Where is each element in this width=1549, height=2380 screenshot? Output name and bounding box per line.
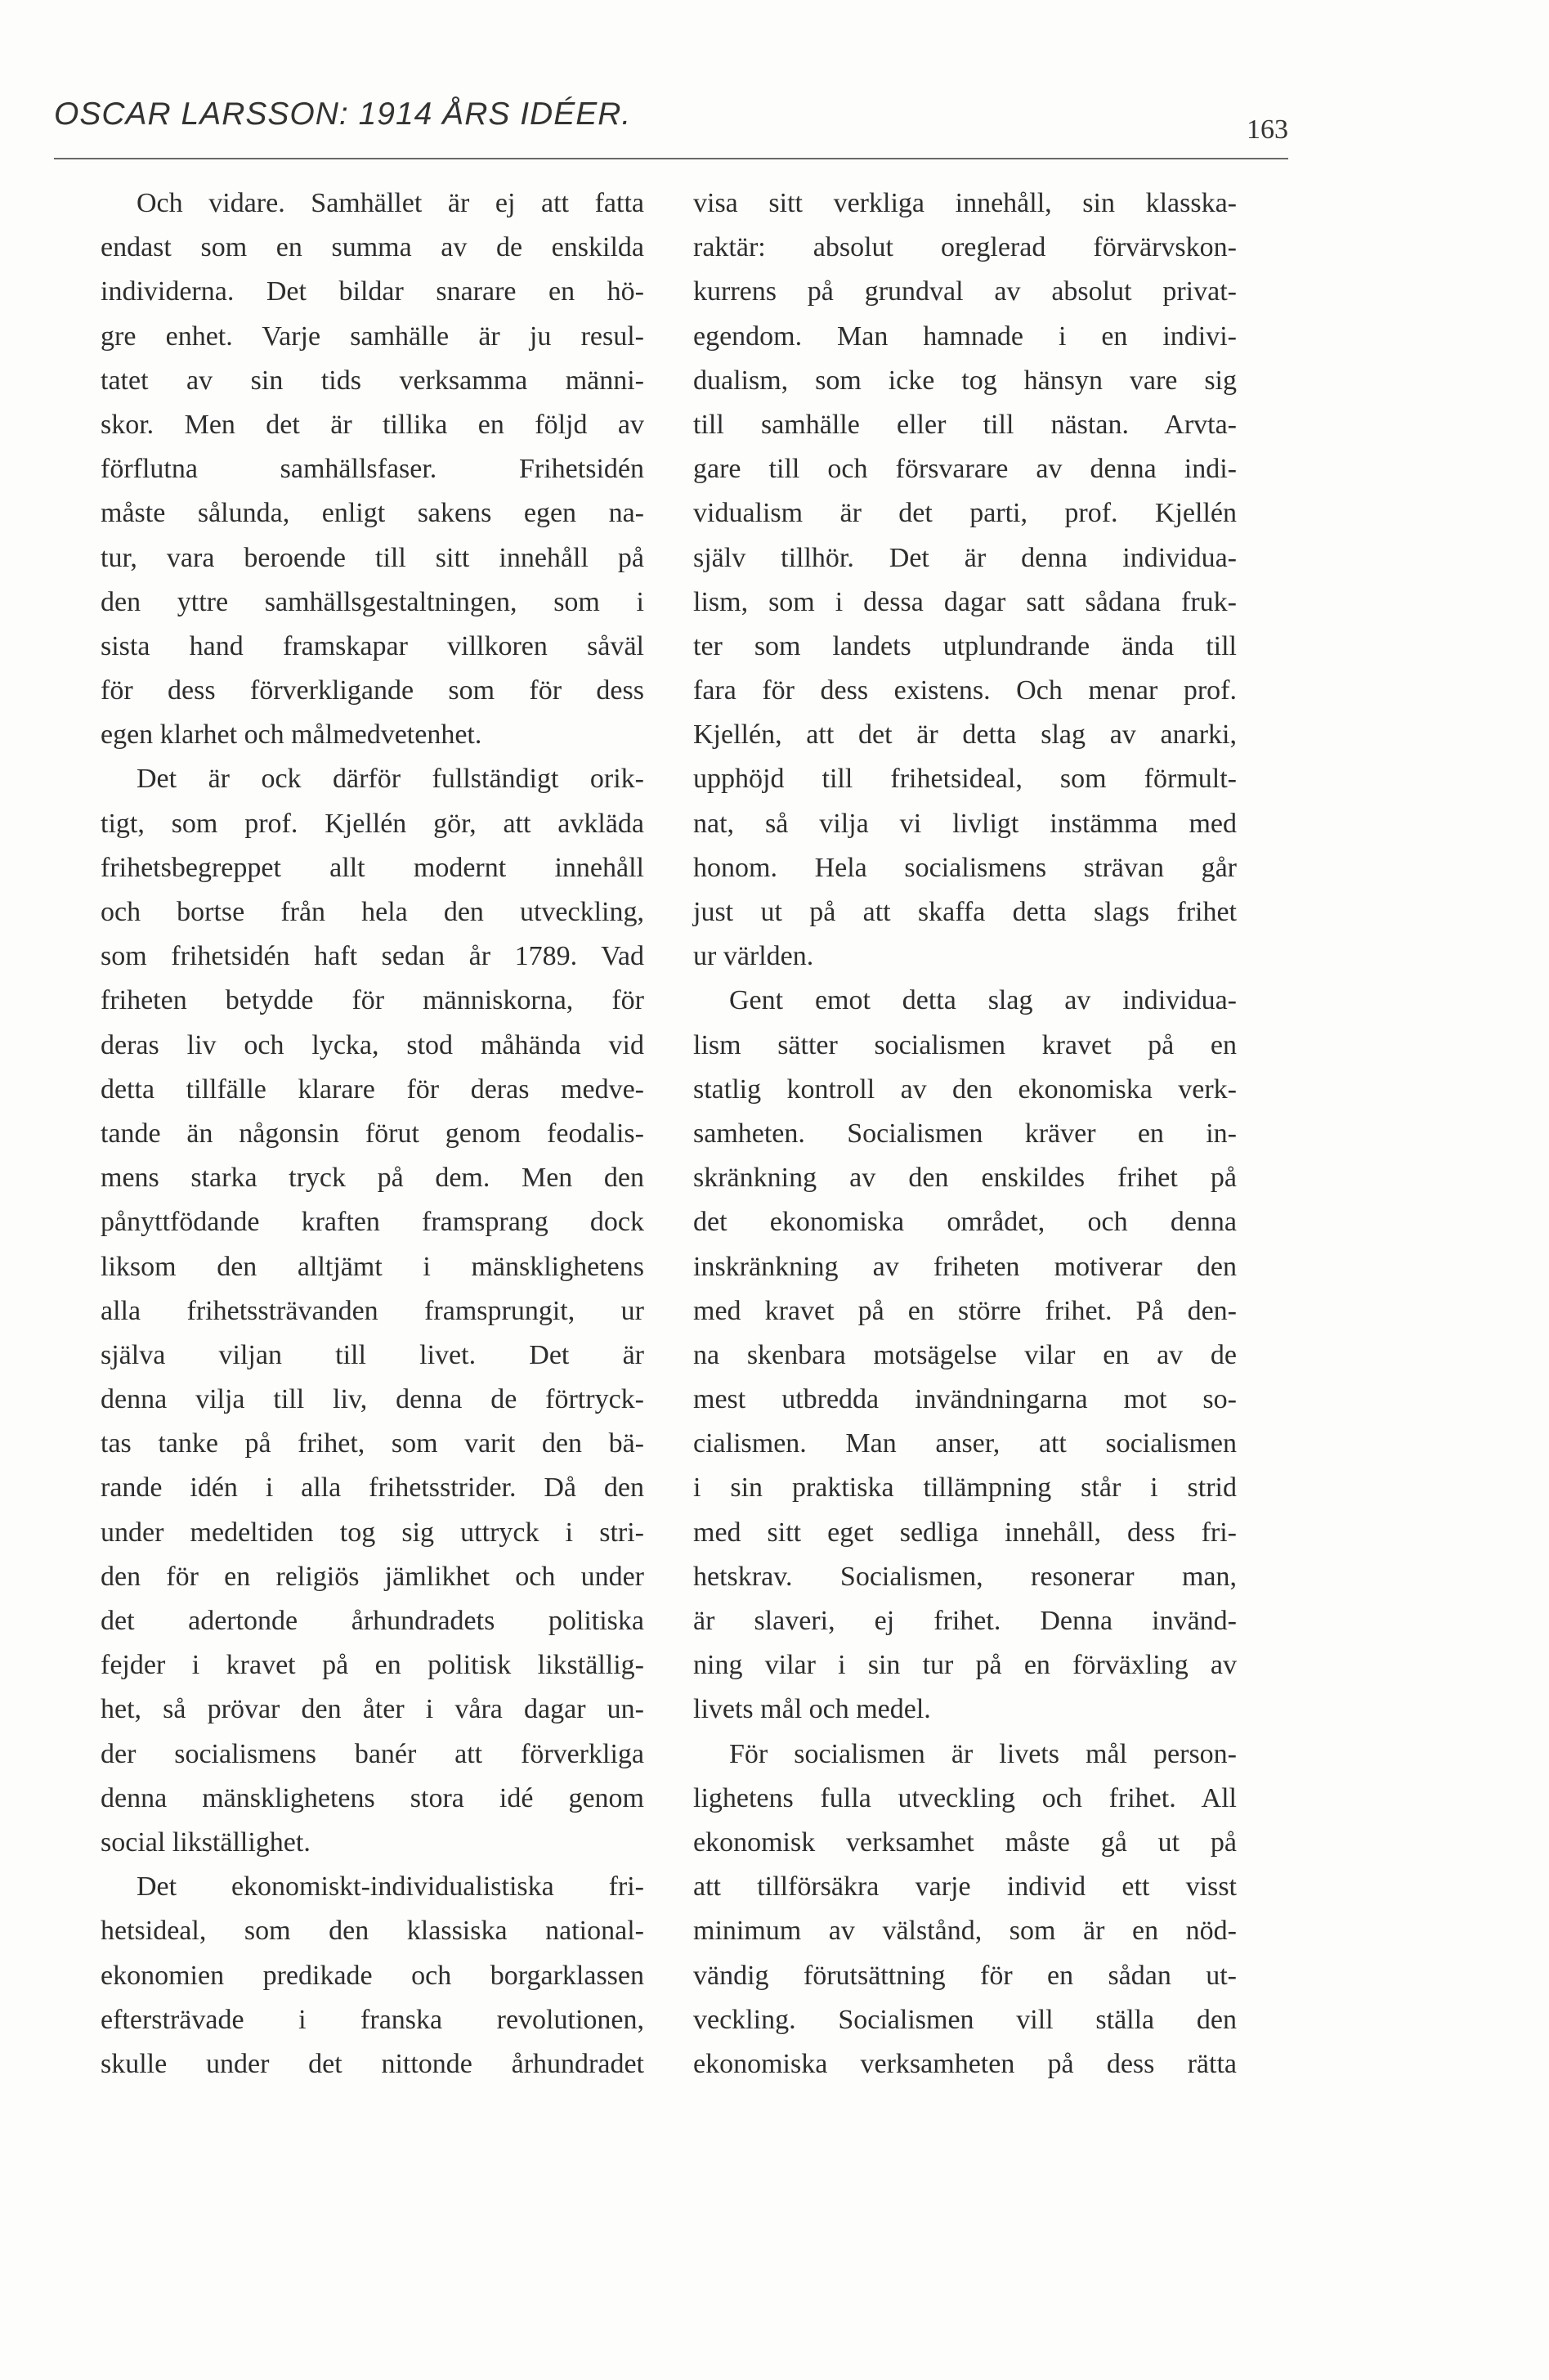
text-line: het, så prövar den åter i våra dagar un- bbox=[101, 1694, 644, 1725]
text-line: denna vilja till liv, denna de förtryck- bbox=[101, 1384, 644, 1415]
text-line: lism sätter socialismen kravet på en bbox=[693, 1029, 1237, 1060]
text-line: hetsideal, som den klassiska national- bbox=[101, 1916, 644, 1947]
text-line: egen klarhet och målmedvetenhet. bbox=[101, 719, 482, 751]
text-line: inskränkning av friheten motiverar den bbox=[693, 1251, 1237, 1282]
text-line: tatet av sin tids verksamma männi- bbox=[101, 365, 644, 396]
text-line: sista hand framskapar villkoren såväl bbox=[101, 630, 644, 661]
text-line: ekonomiska verksamheten på dess rätta bbox=[693, 2048, 1237, 2079]
text-line: kurrens på grundval av absolut privat- bbox=[693, 276, 1237, 307]
text-line: honom. Hela socialismens strävan går bbox=[693, 852, 1237, 883]
text-line: och bortse från hela den utveckling, bbox=[101, 897, 644, 927]
text-line: der socialismens banér att förverkliga bbox=[101, 1738, 644, 1769]
text-line: den yttre samhällsgestaltningen, som i bbox=[101, 586, 644, 617]
page-number: 163 bbox=[1247, 114, 1288, 145]
text-line: eftersträvade i franska revolutionen, bbox=[101, 2004, 644, 2035]
text-line: egendom. Man hamnade i en indivi- bbox=[693, 320, 1237, 352]
header-rule bbox=[54, 158, 1288, 159]
text-line: mens starka tryck på dem. Men den bbox=[101, 1163, 644, 1194]
text-line: pånyttfödande kraften framsprang dock bbox=[101, 1207, 644, 1238]
text-line: raktär: absolut oreglerad förvärvskon- bbox=[693, 232, 1237, 263]
text-line: tande än någonsin förut genom feodalis- bbox=[101, 1118, 644, 1149]
text-line: deras liv och lycka, stod måhända vid bbox=[101, 1029, 644, 1060]
left-text-column bbox=[101, 182, 644, 2086]
text-line: ekonomien predikade och borgarklassen bbox=[101, 1960, 644, 1991]
text-line: måste sålunda, enligt sakens egen na- bbox=[101, 498, 644, 529]
text-line: Gent emot detta slag av individua- bbox=[729, 985, 1237, 1016]
text-line: Och vidare. Samhället är ej att fatta bbox=[137, 188, 644, 218]
text-line: hetskrav. Socialismen, resonerar man, bbox=[693, 1561, 1237, 1592]
text-line: social likställighet. bbox=[101, 1826, 311, 1858]
text-line: gre enhet. Varje samhälle är ju resul- bbox=[101, 320, 644, 352]
text-line: lighetens fulla utveckling och frihet. All bbox=[693, 1782, 1237, 1813]
text-line: statlig kontroll av den ekonomiska verk- bbox=[693, 1073, 1237, 1105]
text-line: livets mål och medel. bbox=[693, 1694, 931, 1725]
text-line: att tillförsäkra varje individ ett visst bbox=[693, 1871, 1237, 1903]
text-line: med sitt eget sedliga innehåll, dess fri- bbox=[693, 1517, 1237, 1548]
text-line: minimum av välstånd, som är en nöd- bbox=[693, 1916, 1237, 1947]
text-line: skränkning av den enskildes frihet på bbox=[693, 1163, 1237, 1194]
text-line: det ekonomiska området, och denna bbox=[693, 1207, 1237, 1238]
text-line: alla frihetssträvanden framsprungit, ur bbox=[101, 1295, 644, 1326]
text-line: dualism, som icke tog hänsyn vare sig bbox=[693, 365, 1237, 396]
text-line: skulle under det nittonde århundradet bbox=[101, 2048, 644, 2079]
text-line: själva viljan till livet. Det är bbox=[101, 1339, 644, 1370]
text-line: förflutna samhällsfaser. Frihetsidén bbox=[101, 454, 644, 485]
text-line: visa sitt verkliga innehåll, sin klasska- bbox=[693, 188, 1237, 218]
text-line: som frihetsidén haft sedan år 1789. Vad bbox=[101, 941, 644, 972]
text-line: Det ekonomiskt-individualistiska fri- bbox=[137, 1871, 644, 1903]
right-text-column bbox=[693, 182, 1237, 2086]
running-title: OSCAR LARSSON: 1914 ÅRS IDÉER. bbox=[54, 96, 632, 132]
text-line: samheten. Socialismen kräver en in- bbox=[693, 1118, 1237, 1149]
text-line: med kravet på en större frihet. På den- bbox=[693, 1295, 1237, 1326]
text-line: vidualism är det parti, prof. Kjellén bbox=[693, 498, 1237, 529]
text-line: just ut på att skaffa detta slags frihet bbox=[693, 897, 1237, 927]
text-line: friheten betydde för människorna, för bbox=[101, 985, 644, 1016]
text-line: veckling. Socialismen vill ställa den bbox=[693, 2004, 1237, 2035]
text-line: individerna. Det bildar snarare en hö- bbox=[101, 276, 644, 307]
text-line: fara för dess existens. Och menar prof. bbox=[693, 675, 1237, 706]
text-line: det adertonde århundradets politiska bbox=[101, 1606, 644, 1636]
text-line: tur, vara beroende till sitt innehåll på bbox=[101, 542, 644, 573]
text-line: upphöjd till frihetsideal, som förmult- bbox=[693, 764, 1237, 795]
text-line: lism, som i dessa dagar satt sådana fruk- bbox=[693, 586, 1237, 617]
text-line: är slaveri, ej frihet. Denna invänd- bbox=[693, 1606, 1237, 1636]
text-line: cialismen. Man anser, att socialismen bbox=[693, 1428, 1237, 1459]
text-line: nat, så vilja vi livligt instämma med bbox=[693, 808, 1237, 839]
text-line: till samhälle eller till nästan. Arvta- bbox=[693, 409, 1237, 440]
text-line: själv tillhör. Det är denna individua- bbox=[693, 542, 1237, 573]
text-line: tigt, som prof. Kjellén gör, att avkläda bbox=[101, 808, 644, 839]
text-line: vändig förutsättning för en sådan ut- bbox=[693, 1960, 1237, 1991]
text-line: fejder i kravet på en politisk likställig- bbox=[101, 1650, 644, 1681]
text-line: skor. Men det är tillika en följd av bbox=[101, 409, 644, 440]
text-line: tas tanke på frihet, som varit den bä- bbox=[101, 1428, 644, 1459]
text-line: Kjellén, att det är detta slag av anarki, bbox=[693, 719, 1237, 751]
page-header bbox=[54, 96, 1288, 146]
text-line: den för en religiös jämlikhet och under bbox=[101, 1561, 644, 1592]
text-line: liksom den alltjämt i mänsklighetens bbox=[101, 1251, 644, 1282]
text-line: För socialismen är livets mål person- bbox=[729, 1738, 1237, 1769]
text-line: ter som landets utplundrande ända till bbox=[693, 630, 1237, 661]
text-line: endast som en summa av de enskilda bbox=[101, 232, 644, 263]
text-line: ekonomisk verksamhet måste gå ut på bbox=[693, 1826, 1237, 1858]
text-line: Det är ock därför fullständigt orik- bbox=[137, 764, 644, 795]
text-line: för dess förverkligande som för dess bbox=[101, 675, 644, 706]
text-line: na skenbara motsägelse vilar en av de bbox=[693, 1339, 1237, 1370]
text-line: ur världen. bbox=[693, 941, 814, 972]
text-line: mest utbredda invändningarna mot so- bbox=[693, 1384, 1237, 1415]
text-line: gare till och försvarare av denna indi- bbox=[693, 454, 1237, 485]
text-line: rande idén i alla frihetsstrider. Då den bbox=[101, 1472, 644, 1504]
text-line: detta tillfälle klarare för deras medve- bbox=[101, 1073, 644, 1105]
text-line: ning vilar i sin tur på en förväxling av bbox=[693, 1650, 1237, 1681]
text-line: frihetsbegreppet allt modernt innehåll bbox=[101, 852, 644, 883]
text-line: i sin praktiska tillämpning står i strid bbox=[693, 1472, 1237, 1504]
text-line: under medeltiden tog sig uttryck i stri- bbox=[101, 1517, 644, 1548]
text-line: denna mänsklighetens stora idé genom bbox=[101, 1782, 644, 1813]
